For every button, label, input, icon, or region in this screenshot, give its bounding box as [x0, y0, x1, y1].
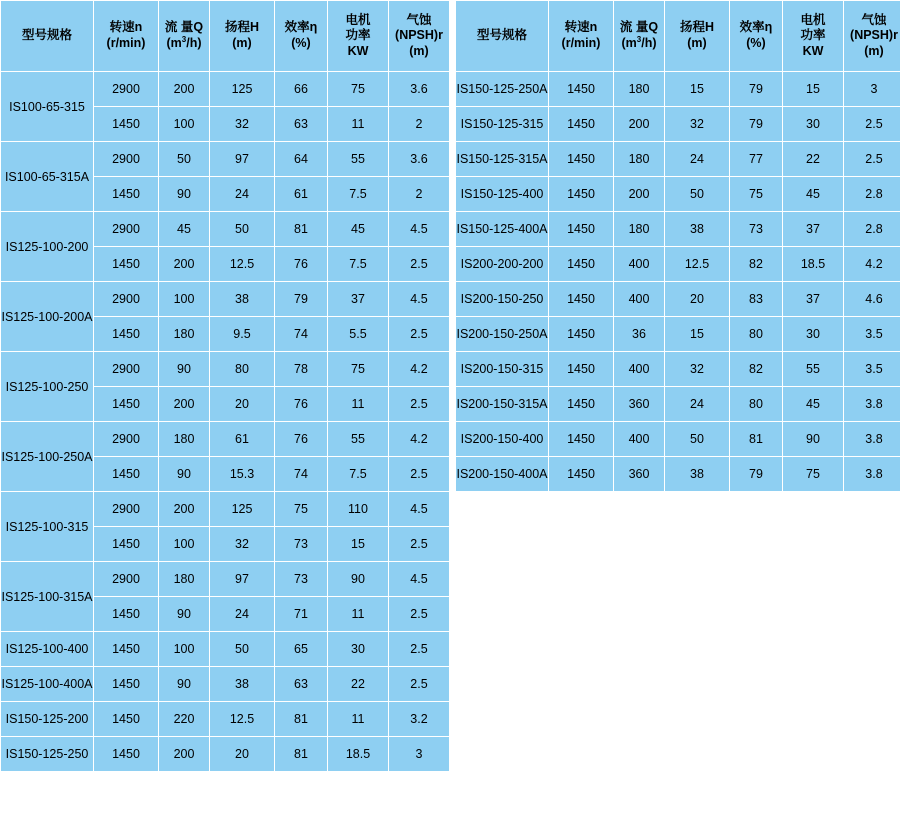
data-cell: 38	[665, 212, 730, 247]
data-cell: 79	[730, 457, 783, 492]
table-row	[1, 702, 450, 737]
table-header-left	[1, 1, 450, 72]
data-cell: 2.5	[844, 142, 900, 177]
model-cell: IS125-100-250	[1, 352, 94, 422]
table-row	[1, 737, 450, 772]
table-row	[456, 282, 900, 317]
header-line: 流 量Q	[619, 19, 659, 34]
header-line: 型号规格	[21, 28, 72, 43]
data-cell: 1450	[94, 667, 159, 702]
table-row	[456, 72, 900, 107]
header-line: KW	[347, 43, 369, 58]
model-cell: IS150-125-400A	[456, 212, 549, 247]
model-cell: IS100-65-315	[1, 72, 94, 142]
table-row	[1, 72, 450, 107]
data-cell: 24	[665, 142, 730, 177]
data-cell: 50	[210, 212, 275, 247]
data-cell: 15.3	[210, 457, 275, 492]
data-cell: 74	[275, 317, 328, 352]
data-cell: 2.5	[389, 667, 450, 702]
data-cell: 20	[210, 737, 275, 772]
data-cell: 11	[328, 597, 389, 632]
table-row	[456, 422, 900, 457]
data-cell: 81	[275, 737, 328, 772]
data-cell: 3.6	[389, 142, 450, 177]
data-cell: 82	[730, 352, 783, 387]
data-cell: 1450	[94, 317, 159, 352]
data-cell: 30	[783, 317, 844, 352]
data-cell: 360	[614, 457, 665, 492]
header-line: $(m^3/h)$	[166, 35, 202, 51]
data-cell: 45	[783, 177, 844, 212]
data-cell: 55	[328, 422, 389, 457]
data-cell: 1450	[549, 387, 614, 422]
model-cell: IS200-150-315	[456, 352, 549, 387]
data-cell: 4.2	[389, 352, 450, 387]
data-cell: 75	[328, 352, 389, 387]
data-cell: 61	[275, 177, 328, 212]
data-cell: 76	[275, 422, 328, 457]
header-row	[1, 1, 450, 72]
data-cell: 12.5	[665, 247, 730, 282]
data-cell: 1450	[94, 247, 159, 282]
data-cell: 32	[210, 107, 275, 142]
data-cell: 73	[730, 212, 783, 247]
model-cell: IS150-125-200	[1, 702, 94, 737]
data-cell: 50	[665, 177, 730, 212]
column-header-4	[730, 1, 783, 72]
model-cell: IS125-100-400	[1, 632, 94, 667]
data-cell: 200	[159, 72, 210, 107]
header-line: (r/min)	[106, 36, 146, 50]
data-cell: 2.5	[389, 632, 450, 667]
data-cell: 65	[275, 632, 328, 667]
data-cell: 76	[275, 387, 328, 422]
model-cell: IS125-100-315	[1, 492, 94, 562]
data-cell: 22	[328, 667, 389, 702]
data-cell: 180	[614, 212, 665, 247]
data-cell: 7.5	[328, 457, 389, 492]
data-cell: 75	[275, 492, 328, 527]
data-cell: 125	[210, 72, 275, 107]
data-cell: 2	[389, 107, 450, 142]
model-cell: IS150-125-315	[456, 107, 549, 142]
header-line: 转速n	[564, 20, 598, 35]
table-row	[456, 142, 900, 177]
data-cell: 180	[614, 72, 665, 107]
data-cell: 200	[614, 177, 665, 212]
data-cell: 79	[275, 282, 328, 317]
header-line: (%)	[746, 36, 766, 50]
data-cell: 7.5	[328, 247, 389, 282]
model-cell: IS200-150-250	[456, 282, 549, 317]
data-cell: 200	[159, 387, 210, 422]
header-line: 型号规格	[476, 28, 527, 43]
model-cell: IS125-100-200A	[1, 282, 94, 352]
data-cell: 38	[665, 457, 730, 492]
data-cell: 1450	[94, 177, 159, 212]
model-cell: IS200-150-315A	[456, 387, 549, 422]
data-cell: 20	[665, 282, 730, 317]
header-line: 电机	[800, 12, 826, 27]
header-line: (r/min)	[561, 36, 601, 50]
data-cell: 3.5	[844, 352, 900, 387]
data-cell: 1450	[94, 387, 159, 422]
data-cell: 50	[159, 142, 210, 177]
table-row	[1, 562, 450, 597]
model-cell: IS100-65-315A	[1, 142, 94, 212]
column-header-0	[456, 1, 549, 72]
header-line: 效率η	[284, 20, 318, 35]
table-row	[456, 247, 900, 282]
data-cell: 1450	[549, 317, 614, 352]
header-line: 气蚀	[861, 12, 887, 27]
table-row	[1, 667, 450, 702]
data-cell: 12.5	[210, 247, 275, 282]
header-line: (NPSH)r	[395, 28, 443, 43]
data-cell: 1450	[94, 457, 159, 492]
header-line: (m)	[232, 36, 252, 50]
data-cell: 3	[389, 737, 450, 772]
table-header-right	[456, 1, 900, 72]
data-cell: 9.5	[210, 317, 275, 352]
data-cell: 97	[210, 142, 275, 177]
data-cell: 24	[665, 387, 730, 422]
data-cell: 2.5	[389, 387, 450, 422]
data-cell: 4.6	[844, 282, 900, 317]
data-cell: 1450	[94, 107, 159, 142]
data-cell: 73	[275, 562, 328, 597]
data-cell: 45	[159, 212, 210, 247]
data-cell: 24	[210, 177, 275, 212]
table-row	[1, 492, 450, 527]
data-cell: 2900	[94, 72, 159, 107]
data-cell: 78	[275, 352, 328, 387]
data-cell: 80	[730, 317, 783, 352]
data-cell: 30	[783, 107, 844, 142]
model-cell: IS200-150-400A	[456, 457, 549, 492]
data-cell: 32	[665, 107, 730, 142]
header-line: 气蚀	[406, 12, 432, 27]
header-line: 电机	[345, 12, 371, 27]
column-header-0	[1, 1, 94, 72]
data-cell: 1450	[94, 737, 159, 772]
left-table-wrap	[0, 0, 445, 828]
data-cell: 80	[210, 352, 275, 387]
data-cell: 2.5	[389, 247, 450, 282]
data-cell: 90	[159, 177, 210, 212]
model-cell: IS125-100-200	[1, 212, 94, 282]
data-cell: 11	[328, 702, 389, 737]
right-table-wrap	[455, 0, 900, 828]
data-cell: 2.5	[389, 597, 450, 632]
data-cell: 90	[159, 597, 210, 632]
data-cell: 80	[730, 387, 783, 422]
data-cell: 81	[275, 212, 328, 247]
header-line: (NPSH)r	[850, 28, 898, 43]
data-cell: 50	[210, 632, 275, 667]
data-cell: 11	[328, 107, 389, 142]
data-cell: 4.5	[389, 212, 450, 247]
table-row	[456, 352, 900, 387]
data-cell: 73	[275, 527, 328, 562]
table-body-left	[1, 72, 450, 772]
model-cell: IS200-200-200	[456, 247, 549, 282]
column-header-6	[389, 1, 450, 72]
data-cell: 3	[844, 72, 900, 107]
data-cell: 400	[614, 247, 665, 282]
data-cell: 90	[328, 562, 389, 597]
data-cell: 15	[665, 317, 730, 352]
model-cell: IS125-100-400A	[1, 667, 94, 702]
data-cell: 81	[730, 422, 783, 457]
data-cell: 63	[275, 107, 328, 142]
data-cell: 2900	[94, 282, 159, 317]
table-row	[456, 107, 900, 142]
data-cell: 7.5	[328, 177, 389, 212]
model-cell: IS150-125-250	[1, 737, 94, 772]
data-cell: 2900	[94, 352, 159, 387]
data-cell: 1450	[549, 422, 614, 457]
data-cell: 71	[275, 597, 328, 632]
table-body-right	[456, 72, 900, 492]
data-cell: 1450	[94, 597, 159, 632]
header-line: 转速n	[109, 20, 143, 35]
data-cell: 2900	[94, 492, 159, 527]
data-cell: 38	[210, 667, 275, 702]
data-cell: 1450	[549, 352, 614, 387]
data-cell: 3.6	[389, 72, 450, 107]
data-cell: 75	[730, 177, 783, 212]
data-cell: 2.8	[844, 177, 900, 212]
data-cell: 90	[159, 667, 210, 702]
data-cell: 2900	[94, 142, 159, 177]
data-cell: 1450	[94, 527, 159, 562]
data-cell: 1450	[94, 632, 159, 667]
data-cell: 200	[614, 107, 665, 142]
data-cell: 2.5	[844, 107, 900, 142]
header-line: (m)	[687, 36, 707, 50]
data-cell: 1450	[549, 457, 614, 492]
data-cell: 2.5	[389, 317, 450, 352]
model-cell: IS200-150-400	[456, 422, 549, 457]
data-cell: 15	[328, 527, 389, 562]
header-line: KW	[802, 43, 824, 58]
data-cell: 400	[614, 282, 665, 317]
data-cell: 100	[159, 282, 210, 317]
data-cell: 3.8	[844, 457, 900, 492]
data-cell: 110	[328, 492, 389, 527]
data-cell: 2900	[94, 212, 159, 247]
data-cell: 200	[159, 492, 210, 527]
data-cell: 90	[159, 457, 210, 492]
data-cell: 55	[328, 142, 389, 177]
header-line: $(m^3/h)$	[621, 35, 657, 51]
header-line: 效率η	[739, 20, 773, 35]
data-cell: 1450	[549, 247, 614, 282]
pump-spec-table-right	[455, 0, 900, 492]
data-cell: 200	[159, 247, 210, 282]
data-cell: 61	[210, 422, 275, 457]
data-cell: 45	[783, 387, 844, 422]
data-cell: 4.2	[389, 422, 450, 457]
column-header-1	[549, 1, 614, 72]
data-cell: 32	[665, 352, 730, 387]
data-cell: 75	[328, 72, 389, 107]
data-cell: 76	[275, 247, 328, 282]
data-cell: 4.2	[844, 247, 900, 282]
header-line: 流 量Q	[164, 19, 204, 34]
data-cell: 66	[275, 72, 328, 107]
data-cell: 12.5	[210, 702, 275, 737]
data-cell: 180	[159, 317, 210, 352]
data-cell: 100	[159, 107, 210, 142]
data-cell: 24	[210, 597, 275, 632]
header-row	[456, 1, 900, 72]
data-cell: 180	[159, 422, 210, 457]
data-cell: 15	[783, 72, 844, 107]
data-cell: 36	[614, 317, 665, 352]
header-line: (m)	[864, 43, 884, 58]
data-cell: 5.5	[328, 317, 389, 352]
table-row	[456, 317, 900, 352]
data-cell: 3.5	[844, 317, 900, 352]
table-row	[456, 177, 900, 212]
column-header-5	[328, 1, 389, 72]
data-cell: 200	[159, 737, 210, 772]
data-cell: 4.5	[389, 282, 450, 317]
data-cell: 45	[328, 212, 389, 247]
data-cell: 360	[614, 387, 665, 422]
data-cell: 37	[328, 282, 389, 317]
data-cell: 1450	[549, 72, 614, 107]
data-cell: 37	[783, 212, 844, 247]
data-cell: 38	[210, 282, 275, 317]
data-cell: 1450	[549, 177, 614, 212]
table-row	[1, 142, 450, 177]
data-cell: 400	[614, 352, 665, 387]
header-line: 功率	[800, 28, 826, 43]
data-cell: 11	[328, 387, 389, 422]
data-cell: 83	[730, 282, 783, 317]
column-header-1	[94, 1, 159, 72]
data-cell: 74	[275, 457, 328, 492]
data-cell: 4.5	[389, 492, 450, 527]
data-cell: 15	[665, 72, 730, 107]
data-cell: 1450	[549, 142, 614, 177]
data-cell: 20	[210, 387, 275, 422]
model-cell: IS125-100-315A	[1, 562, 94, 632]
data-cell: 3.8	[844, 422, 900, 457]
data-cell: 1450	[549, 212, 614, 247]
column-header-3	[665, 1, 730, 72]
data-cell: 1450	[94, 702, 159, 737]
column-header-6	[844, 1, 900, 72]
data-cell: 2900	[94, 562, 159, 597]
data-cell: 79	[730, 107, 783, 142]
header-line: (m)	[409, 43, 429, 58]
model-cell: IS150-125-400	[456, 177, 549, 212]
column-header-3	[210, 1, 275, 72]
data-cell: 100	[159, 632, 210, 667]
data-cell: 90	[159, 352, 210, 387]
data-cell: 2.8	[844, 212, 900, 247]
data-cell: 125	[210, 492, 275, 527]
table-row	[456, 457, 900, 492]
table-row	[1, 282, 450, 317]
data-cell: 2900	[94, 422, 159, 457]
data-cell: 18.5	[783, 247, 844, 282]
data-cell: 3.8	[844, 387, 900, 422]
data-cell: 220	[159, 702, 210, 737]
pump-spec-table-left	[0, 0, 450, 772]
data-cell: 97	[210, 562, 275, 597]
table-row	[1, 632, 450, 667]
data-cell: 400	[614, 422, 665, 457]
data-cell: 82	[730, 247, 783, 282]
column-header-4	[275, 1, 328, 72]
header-line: (%)	[291, 36, 311, 50]
data-cell: 2.5	[389, 527, 450, 562]
data-cell: 77	[730, 142, 783, 177]
data-cell: 4.5	[389, 562, 450, 597]
column-header-2	[159, 1, 210, 72]
column-header-2	[614, 1, 665, 72]
model-cell: IS150-125-250A	[456, 72, 549, 107]
data-cell: 64	[275, 142, 328, 177]
header-line: 扬程H	[679, 20, 715, 35]
header-line: 功率	[345, 28, 371, 43]
data-cell: 180	[614, 142, 665, 177]
table-row	[1, 422, 450, 457]
data-cell: 18.5	[328, 737, 389, 772]
data-cell: 1450	[549, 107, 614, 142]
table-row	[456, 212, 900, 247]
table-row	[1, 352, 450, 387]
model-cell: IS150-125-315A	[456, 142, 549, 177]
column-header-5	[783, 1, 844, 72]
data-cell: 55	[783, 352, 844, 387]
data-cell: 2	[389, 177, 450, 212]
model-cell: IS200-150-250A	[456, 317, 549, 352]
data-cell: 75	[783, 457, 844, 492]
data-cell: 37	[783, 282, 844, 317]
data-cell: 50	[665, 422, 730, 457]
data-cell: 30	[328, 632, 389, 667]
table-row	[456, 387, 900, 422]
data-cell: 22	[783, 142, 844, 177]
model-cell: IS125-100-250A	[1, 422, 94, 492]
data-cell: 180	[159, 562, 210, 597]
data-cell: 90	[783, 422, 844, 457]
data-cell: 1450	[549, 282, 614, 317]
data-cell: 3.2	[389, 702, 450, 737]
data-cell: 79	[730, 72, 783, 107]
data-cell: 63	[275, 667, 328, 702]
data-cell: 81	[275, 702, 328, 737]
data-cell: 32	[210, 527, 275, 562]
header-line: 扬程H	[224, 20, 260, 35]
data-cell: 100	[159, 527, 210, 562]
table-row	[1, 212, 450, 247]
data-cell: 2.5	[389, 457, 450, 492]
